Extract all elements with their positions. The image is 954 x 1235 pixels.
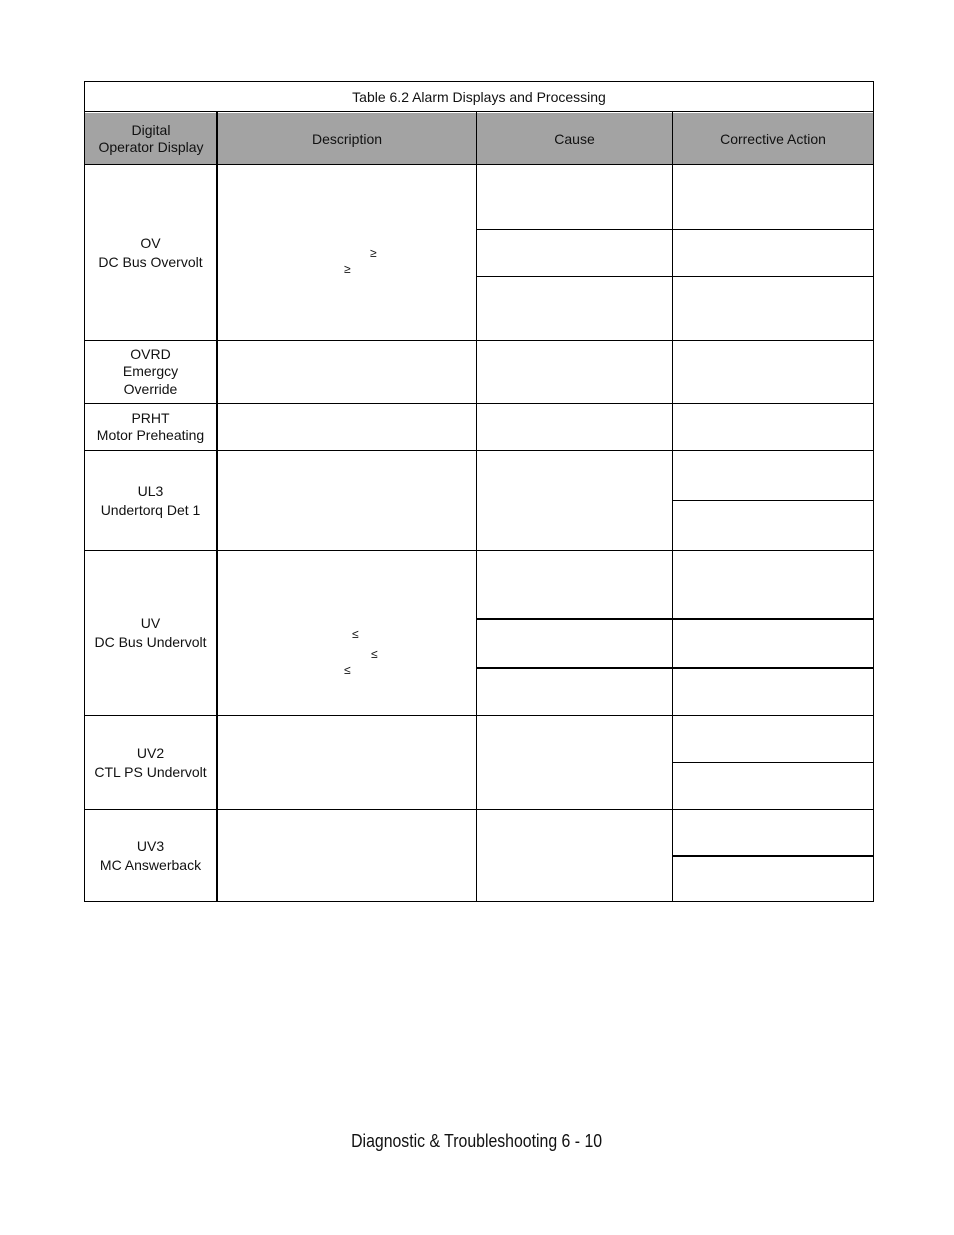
divider [673, 855, 873, 857]
table-row-uv3 [85, 810, 216, 901]
header-description: Description [218, 113, 476, 165]
header-display-line1: Digital [131, 122, 171, 138]
footer-text: Diagnostic & Troubleshooting 6 - 10 [351, 1131, 603, 1151]
alarm-code: PRHT [131, 409, 170, 426]
table-row-ov [85, 165, 216, 340]
table-title: Table 6.2 Alarm Displays and Processing [352, 89, 606, 105]
column-divider [672, 112, 673, 901]
alarm-name-line2: Override [123, 380, 178, 397]
description-symbol: ≤ [371, 647, 378, 661]
description-symbol: ≤ [344, 663, 351, 677]
header-display [85, 113, 217, 165]
description-symbol: ≥ [344, 262, 351, 276]
alarm-name: DC Bus Undervolt [94, 634, 207, 650]
header-corrective-action: Corrective Action [673, 113, 873, 165]
table-row-ovrd [85, 341, 216, 403]
alarm-name: Motor Preheating [96, 427, 205, 443]
divider [85, 111, 873, 112]
alarm-name: Undertorq Det 1 [100, 501, 201, 518]
divider [477, 667, 873, 669]
alarm-code: UV2 [136, 744, 165, 761]
alarm-name: DC Bus Overvolt [98, 253, 203, 270]
alarm-code: OVRD [130, 345, 171, 362]
header-cause: Cause [477, 113, 672, 165]
divider [673, 500, 873, 501]
alarm-code: UV3 [136, 837, 165, 854]
table-row-uv2 [85, 716, 216, 809]
alarm-table [84, 81, 874, 902]
table-row-uv [85, 551, 216, 715]
alarm-name: CTL PS Undervolt [94, 763, 207, 780]
description-symbol: ≥ [370, 246, 377, 260]
divider [477, 229, 873, 230]
alarm-name: MC Answerback [99, 856, 202, 873]
alarm-code: UL3 [137, 482, 164, 499]
alarm-code: UV [140, 615, 161, 631]
divider [673, 762, 873, 763]
header-display-line2: Operator Display [98, 139, 204, 155]
column-divider [216, 112, 218, 901]
table-row-prht [85, 404, 216, 450]
alarm-code: OV [140, 234, 161, 251]
column-divider [476, 112, 477, 901]
table-row-ul3 [85, 451, 216, 550]
divider [477, 618, 873, 620]
alarm-name: Emergcy [122, 363, 179, 380]
page-footer [0, 1131, 954, 1152]
divider [477, 276, 873, 277]
description-symbol: ≤ [352, 627, 359, 641]
